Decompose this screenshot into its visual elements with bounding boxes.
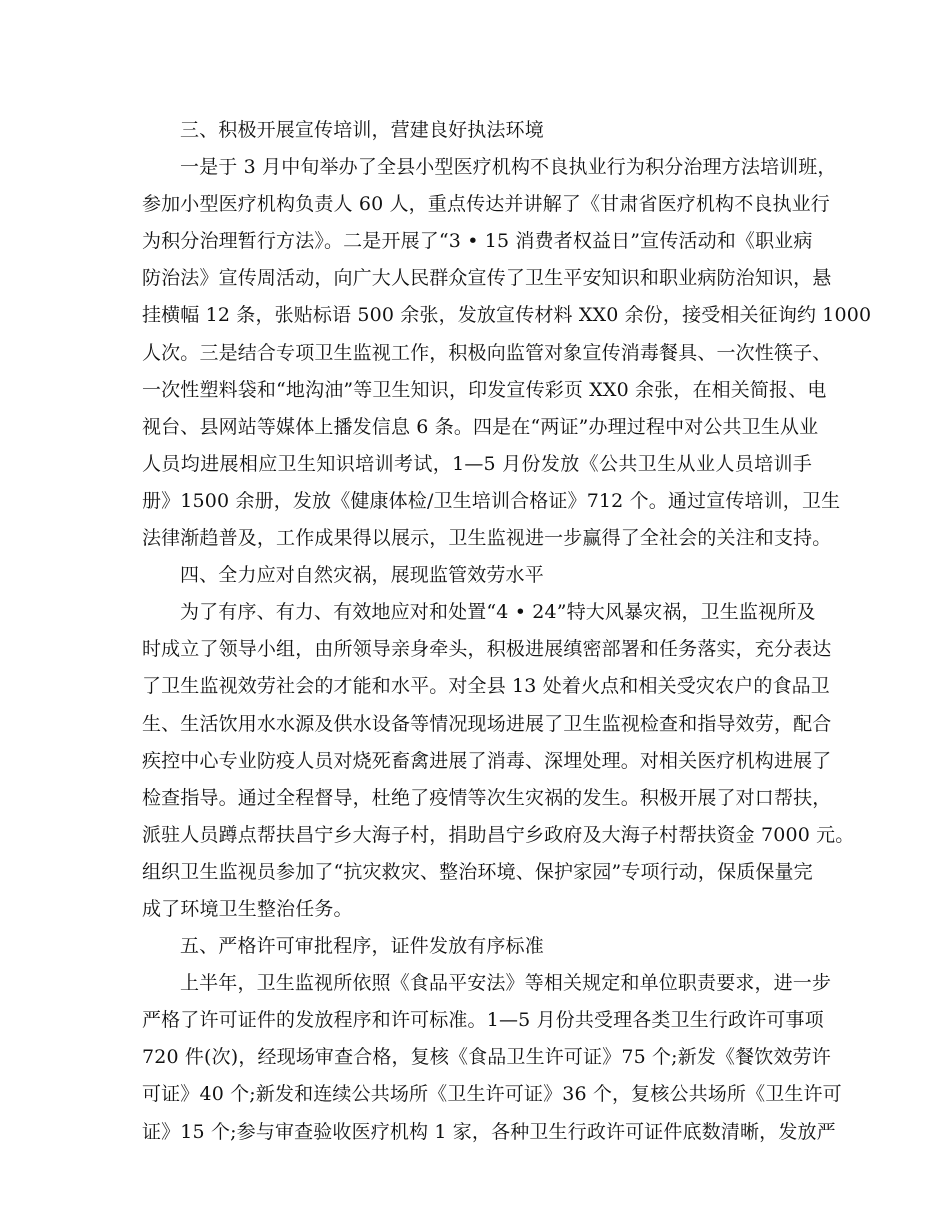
paragraph-line: 720 件(次)，经现场审查合格，复核《食品卫生许可证》75 个;新发《餐饮效劳许 [142,1046,831,1069]
paragraph-line: 上半年，卫生监视所依照《食品平安法》等相关规定和单位职责要求，进一步 [180,972,832,995]
section-heading: 四、全力应对自然灾祸，展现监管效劳水平 [180,564,544,587]
paragraph-line: 疾控中心专业防疫人员对烧死畜禽进展了消毒、深埋处理。对相关医疗机构进展了 [142,749,832,772]
paragraph-line: 组织卫生监视员参加了“抗灾救灾、整治环境、保护家园”专项行动，保质保量完 [142,860,813,883]
paragraph-line: 人员均进展相应卫生知识培训考试，1—5 月份发放《公共卫生从业人员培训手 [142,452,812,475]
paragraph-line: 检查指导。通过全程督导，杜绝了疫情等次生灾祸的发生。积极开展了对口帮扶， [142,786,832,809]
document-body [142,112,872,1151]
paragraph-line: 派驻人员蹲点帮扶昌宁乡大海子村，捐助昌宁乡政府及大海子村帮扶资金 7000 元。 [142,823,855,846]
paragraph-line: 一是于 3 月中旬举办了全县小型医疗机构不良执业行为积分治理方法培训班， [180,156,837,179]
paragraph-line: 成了环境卫生整治任务。 [142,897,353,920]
paragraph-line: 为了有序、有力、有效地应对和处置“4 • 24”特大风暴灾祸，卫生监视所及 [180,601,816,624]
paragraph-line: 册》1500 余册，发放《健康体检/卫生培训合格证》712 个。通过宣传培训，卫生 [142,489,841,512]
paragraph-line: 时成立了领导小组，由所领导亲身牵头，积极进展缜密部署和任务落实，充分表达 [142,638,832,661]
paragraph-line: 法律渐趋普及，工作成果得以展示，卫生监视进一步赢得了全社会的关注和支持。 [142,527,832,550]
paragraph-line: 了卫生监视效劳社会的才能和水平。对全县 13 处着火点和相关受灾农户的食品卫 [142,675,830,698]
paragraph-line: 防治法》宣传周活动，向广大人民群众宣传了卫生平安知识和职业病防治知识，悬 [142,267,832,290]
paragraph-line: 可证》40 个;新发和连续公共场所《卫生许可证》36 个，复核公共场所《卫生许可 [142,1083,842,1106]
section-heading: 三、积极开展宣传培训，营建良好执法环境 [180,119,544,141]
paragraph-line: 视台、县网站等媒体上播发信息 6 条。四是在“两证”办理过程中对公共卫生从业 [142,415,819,438]
paragraph-line: 参加小型医疗机构负责人 60 人，重点传达并讲解了《甘肃省医疗机构不良执业行 [142,193,830,216]
paragraph-line: 人次。三是结合专项卫生监视工作，积极向监管对象宣传消毒餐具、一次性筷子、 [142,341,832,364]
paragraph-line: 为积分治理暂行方法》。二是开展了“3 • 15 消费者权益日”宣传活动和《职业病 [142,230,813,253]
paragraph-line: 严格了许可证件的发放程序和许可标准。1—5 月份共受理各类卫生行政许可事项 [142,1009,824,1032]
section-heading: 五、严格许可审批程序，证件发放有序标准 [180,935,544,958]
paragraph-line: 生、生活饮用水水源及供水设备等情况现场进展了卫生监视检查和指导效劳，配合 [142,712,832,735]
paragraph-line: 挂横幅 12 条，张贴标语 500 余张，发放宣传材料 XX0 余份，接受相关征询约 1000 [142,304,872,327]
paragraph-line: 证》15 个;参与审查验收医疗机构 1 家，各种卫生行政许可证件底数清晰，发放严 [142,1120,836,1143]
paragraph-line: 一次性塑料袋和“地沟油”等卫生知识，印发宣传彩页 XX0 余张，在相关简报、电 [142,378,827,401]
